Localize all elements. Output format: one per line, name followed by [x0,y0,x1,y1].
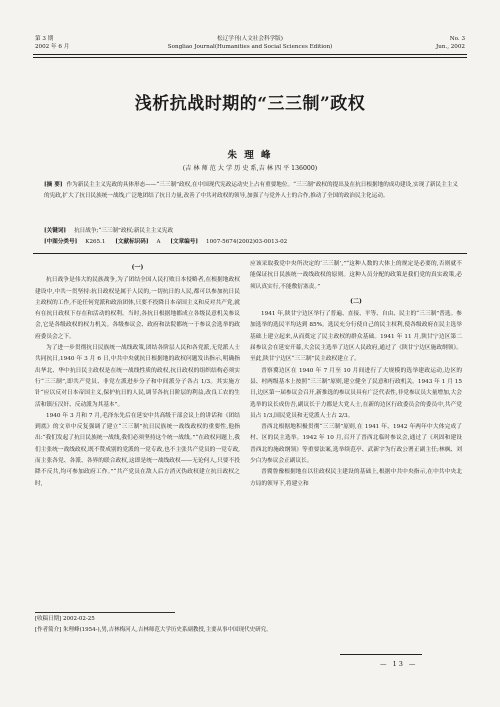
abstract [44,180,458,202]
page-number-rule [340,654,422,655]
journal-name-cn: 松辽学刊(人文社会科学版) [217,36,283,42]
footnote-author: [作者简介] 朱理峰(1954-),男,吉林梅河人,吉林师范大学历史系副教授,主要从事中国现代史研究。 [35,627,272,633]
header-rule-thin [33,57,467,58]
classification-codes [44,238,295,247]
body-paragraph: 1940 年 3 月和 7 月,毛泽东先后在延安中共高级干部会议上的讲话和《团结到底》的文章中反复强调了建立“三三制”抗日民族统一战线政权的重要性,他指出:“我们发起了抗日民族统一战线,我们必须坚持这个统一战线。”“在政权问题上,我们主张统一战线政权,既不赞成别的党派的一党专政,也不主张共产党员的一党专政,而主张各党、各派、各界的联合政权,这即是统一战线政权——无论何人,只要不投降不反共,均可参加政府工作。”“共产党员在敌人后方消灭伪政权建立抗日政权之时, [35,412,240,487]
header-left [35,35,69,51]
article-number-label: [文章编号] [170,239,199,245]
abstract-text: 作为新民主主义宪政的具体形态——“三三制”政权,在中国现代宪政运动史上占有重要地位。“三三制”政权的提出及在抗日根据地的成功建设,实现了新民主主义的宪政,扩大了抗日民族统一战线,广泛地团结了抗日力量,改善了中共对政权的领导,加强了与党外人士的合作,推动了全国的政治民主化运动。 [44,182,458,199]
issue-month-en: Jun., 2002 [435,44,465,50]
issue-number: 第 3 期 [35,36,54,42]
article-title: 浅析抗战时期的“三三制”政权 [134,94,366,114]
abstract-label: [摘 要] [44,182,63,188]
page-number: — 13 — [380,660,418,668]
footnote-received: [收稿日期] 2002-02-25 [35,616,95,622]
clc-value: K265.1 [85,239,106,245]
header-center [150,35,350,51]
section-heading-2: (二) [350,297,362,305]
keywords-label: [关键词] [44,228,67,234]
body-paragraph: 1941 年,陕甘宁边区举行了普遍、直接、平等、自由、民主的“三三制”普选。参加选举的选民平均达到 85%。选民充分行使自己的民主权利,使各级政府在民主选举基础上建立起来,从而奠定了民主政权的群众基础。1941 年 11 月,陕甘宁边区第二届参议会在延安开幕,大会民主选举了边区人民政府,通过了《陕甘宁边区施政纲领》。至此,陕甘宁边区“三三制”民主政权建立了。 [250,311,462,363]
body-paragraph: 晋西北根据地积极贯彻“三三制”原则,在 1941 年、1942 年两年中大体完成了村、区的民主选举。1942 年 10 月,召开了晋西北临时参议会,通过了《巩固和建设晋西北的施政纲领》等重要法案,选举续范亭、武新宇为行政公署正副主任;林枫、刘少白为参议会正副议长。 [250,424,462,465]
body-paragraph: 抗日战争是伟大的民族战争,为了团结全国人民打败日本侵略者,在根据地政权建设中,中共一贯坚持:抗日政权是属于人民的,一切抗日的人民,都可以参加抗日民主政权的工作,不论任何党派和政治团体,只要不投降日本帝国主义和反对共产党,就有在抗日政权下存在和活动的权利。当时,各抗日根据地都成立各级民意机关参议会,它是各级政权的权力机关。各级参议会、政府和法院都统一于参议会选举的政府委员会之下。 [35,277,240,340]
body-paragraph: 应该采取我党中央所决定的‘三三制’,”“这种人数的大体上的规定是必要的,否则就不能保证抗日民族统一战线政权的原则。这种人员分配的政策是我们党的真实政策,必须认真实行,不能敷衍塞责。” [250,261,462,290]
journal-name-en: Songliao Journal(Humanities and Social Sciences Edition) [167,44,333,50]
issue-number-en: No. 3 [449,36,465,42]
body-paragraph: 晋冀鲁豫根据地在以往政权民主建设的基础上,根据中共中央指示,在中共中央北方局的领导下,将建立和 [250,469,462,487]
author-affiliation: (吉 林 师 范 大 学 历 史 系,吉 林 四 平 136000) [182,165,318,172]
section-heading-1: (一) [131,264,144,271]
clc-label: [中图分类号] [44,239,78,245]
body-paragraph: 晋察冀边区在 1940 年 7 月至 10 月间进行了大规模的选举建政运动,边区的县、村两级基本上按照“三三制”原则,建立健全了民意和行政机关。1943 年 1 月 15 日,边区第一届参议会召开,新推选的参议员具有广泛代表性,非党参议员大量增加,大会选举的议长成仿吾,副议长于力都是大党人士,在新的边区行政委员会的委员中,共产党员占 1/3,国民党员和无党派人士占 2/3。 [250,367,462,419]
header-right [436,35,465,51]
right-column [250,259,462,490]
doc-code-label: [文献标识码] [115,239,149,245]
article-number-value: 1007-5674(2002)03-0013-02 [206,239,288,245]
left-column [35,262,240,490]
author-name: 朱 理 峰 [227,150,273,161]
doc-code-value: A [156,239,161,245]
keywords [44,227,181,236]
issue-date: 2002 年 6 月 [35,44,70,50]
keywords-text: 抗日战争;“三三制”政权;新民主主义宪政 [74,228,174,234]
abstract-rule [33,253,467,254]
footnote-rule [35,612,175,613]
body-paragraph: 为了进一步贯彻抗日民族统一战线政策,团结各阶层人民和各党派,无党派人士共同抗日,1940 年 3 月 6 日,中共中央就抗日根据地的政权问题发出指示,明确指出华北、华中抗日民主政权是在统一战线性质的政权,抗日政权的组织结构必须实行“三三制”,即共产党员、非党左派进步分子和中间派分子各占 1/3。其实施方针“应以反对日本帝国主义,保护抗日的人民,调节各抗日阶层的利益,改良工农的生活和镇压汉奸、反动派为其基本”。 [35,345,240,408]
header-rule [33,54,467,55]
